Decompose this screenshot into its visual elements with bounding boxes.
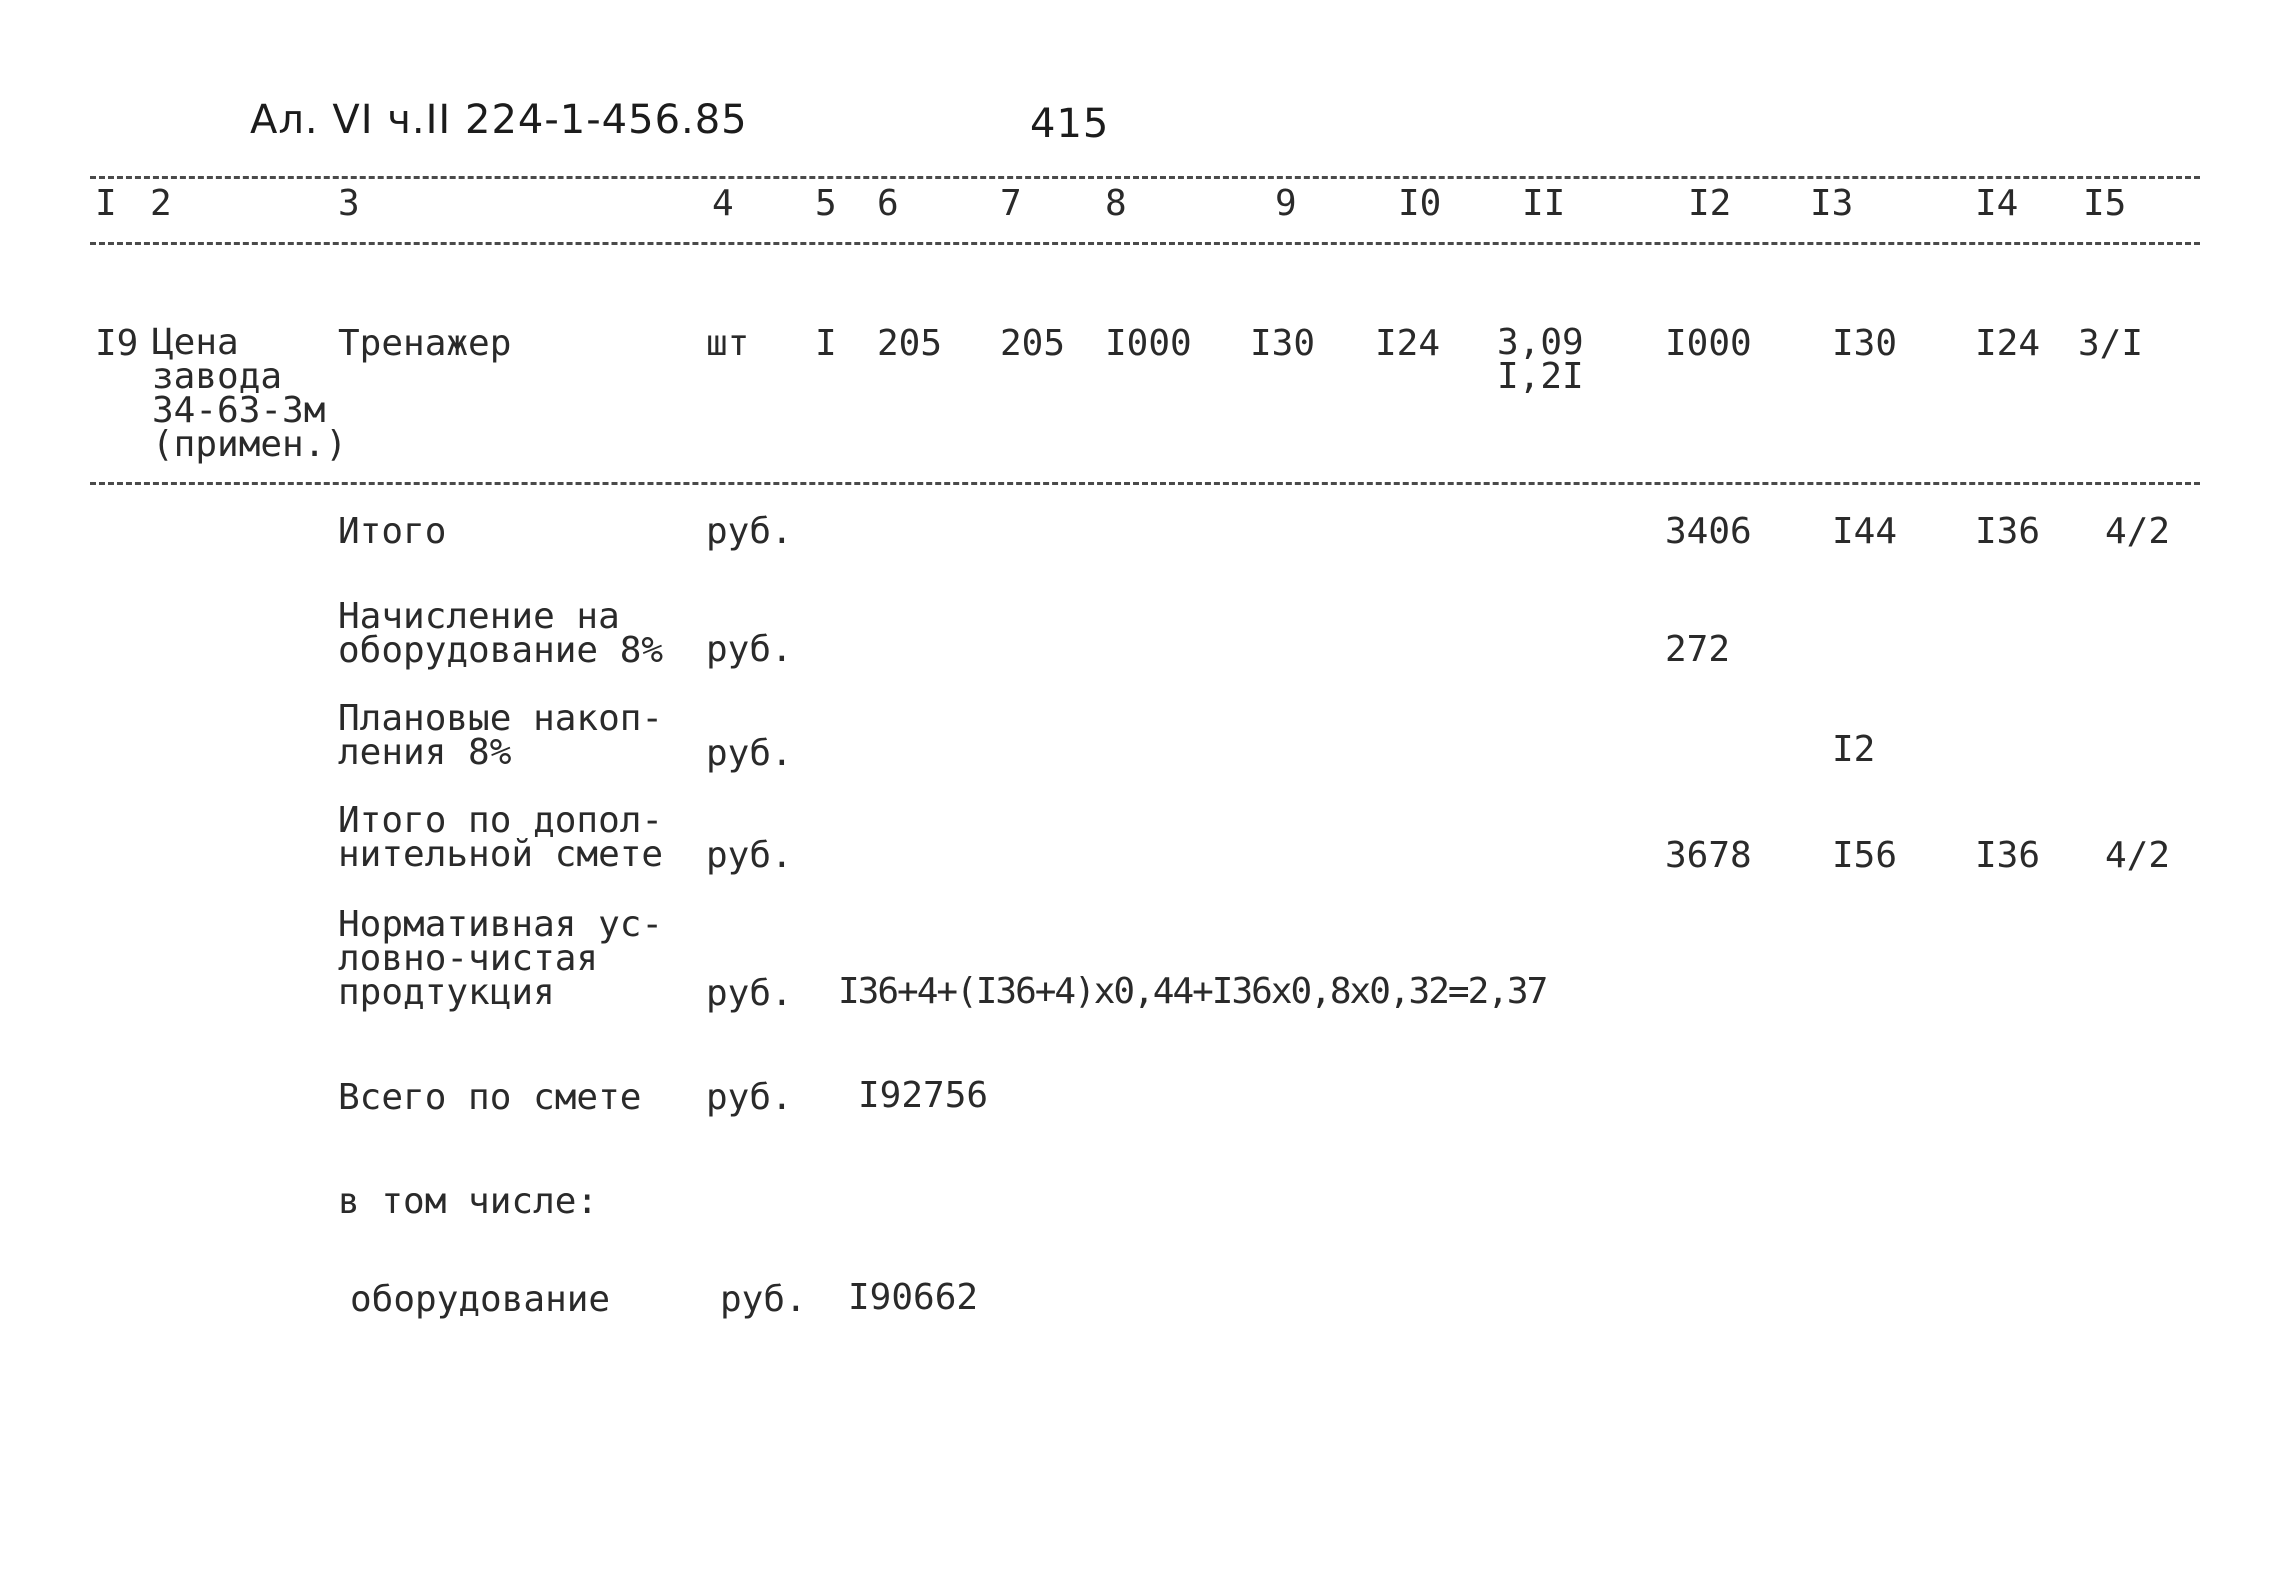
column-header-8: 8: [1105, 183, 1127, 224]
row-number: I9: [95, 323, 139, 364]
row-col-13: I30: [1832, 323, 1898, 364]
nachislenie-col-12: 272: [1665, 629, 1731, 670]
planovye-label: Плановые накоп- ления 8%: [338, 698, 664, 773]
normativnaya-unit: руб.: [706, 973, 793, 1014]
row-col-14: I24: [1975, 323, 2041, 364]
document-code: 224-1-456.85: [465, 97, 748, 143]
column-header-1: I: [95, 183, 117, 224]
itogo-label: Итого: [338, 511, 447, 552]
itogo-dop-col-14: I36: [1975, 835, 2041, 876]
itogo-dop-label: Итого по допол- нительной смете: [338, 800, 664, 875]
column-header-3: 3: [338, 183, 360, 224]
oborudovanie-value: I90662: [848, 1277, 979, 1318]
itogo-dop-col-15: 4/2: [2105, 835, 2171, 876]
row-qty: I: [815, 323, 837, 364]
itogo-col-14: I36: [1975, 511, 2041, 552]
row-col-11: 3,09 I,2I: [1497, 322, 1584, 397]
column-header-10: I0: [1398, 183, 1442, 224]
column-header-11: II: [1522, 183, 1566, 224]
album-reference: Ал. VI ч.II: [250, 97, 452, 143]
row-source: Цена завода 34-63-3м (примен.): [152, 322, 348, 465]
planovye-unit: руб.: [706, 733, 793, 774]
oborudovanie-label: оборудование: [350, 1279, 611, 1320]
itogo-dop-unit: руб.: [706, 835, 793, 876]
row-name: Тренажер: [338, 323, 512, 364]
column-header-4: 4: [712, 183, 734, 224]
page-number: 415: [1030, 101, 1110, 147]
normativnaya-label: Нормативная ус- ловно-чистая продтукция: [338, 904, 664, 1013]
nachislenie-unit: руб.: [706, 629, 793, 670]
row-col-7: 205: [1000, 323, 1066, 364]
itogo-unit: руб.: [706, 511, 793, 552]
v-tom-chisle-label: в том числе:: [338, 1181, 599, 1222]
itogo-dop-col-12: 3678: [1665, 835, 1752, 876]
column-header-2: 2: [150, 183, 172, 224]
itogo-col-12: 3406: [1665, 511, 1752, 552]
column-header-7: 7: [1000, 183, 1022, 224]
row-col-12: I000: [1665, 323, 1752, 364]
row-col-8: I000: [1105, 323, 1192, 364]
vsego-label: Всего по смете: [338, 1077, 642, 1118]
nachislenie-label: Начисление на оборудование 8%: [338, 596, 664, 671]
row-col-15: 3/I: [2078, 323, 2144, 364]
column-header-15: I5: [2083, 183, 2127, 224]
itogo-col-15: 4/2: [2105, 511, 2171, 552]
normativnaya-formula: I36+4+(I36+4)x0,44+I36x0,8x0,32=2,37: [838, 971, 1547, 1012]
oborudovanie-unit: руб.: [720, 1279, 807, 1320]
planovye-col-13: I2: [1832, 729, 1876, 770]
vsego-value: I92756: [858, 1075, 989, 1116]
itogo-dop-col-13: I56: [1832, 835, 1898, 876]
column-header-6: 6: [877, 183, 899, 224]
column-header-5: 5: [815, 183, 837, 224]
row-col-9: I30: [1250, 323, 1316, 364]
row-col-10: I24: [1375, 323, 1441, 364]
column-header-14: I4: [1975, 183, 2019, 224]
column-header-13: I3: [1810, 183, 1854, 224]
row-divider: [90, 482, 2200, 485]
row-col-6: 205: [877, 323, 943, 364]
column-header-9: 9: [1275, 183, 1297, 224]
itogo-col-13: I44: [1832, 511, 1898, 552]
column-header-12: I2: [1688, 183, 1732, 224]
header-top-divider: [90, 176, 2200, 179]
vsego-unit: руб.: [706, 1077, 793, 1118]
header-bottom-divider: [90, 242, 2200, 245]
row-unit: шт: [706, 323, 750, 364]
